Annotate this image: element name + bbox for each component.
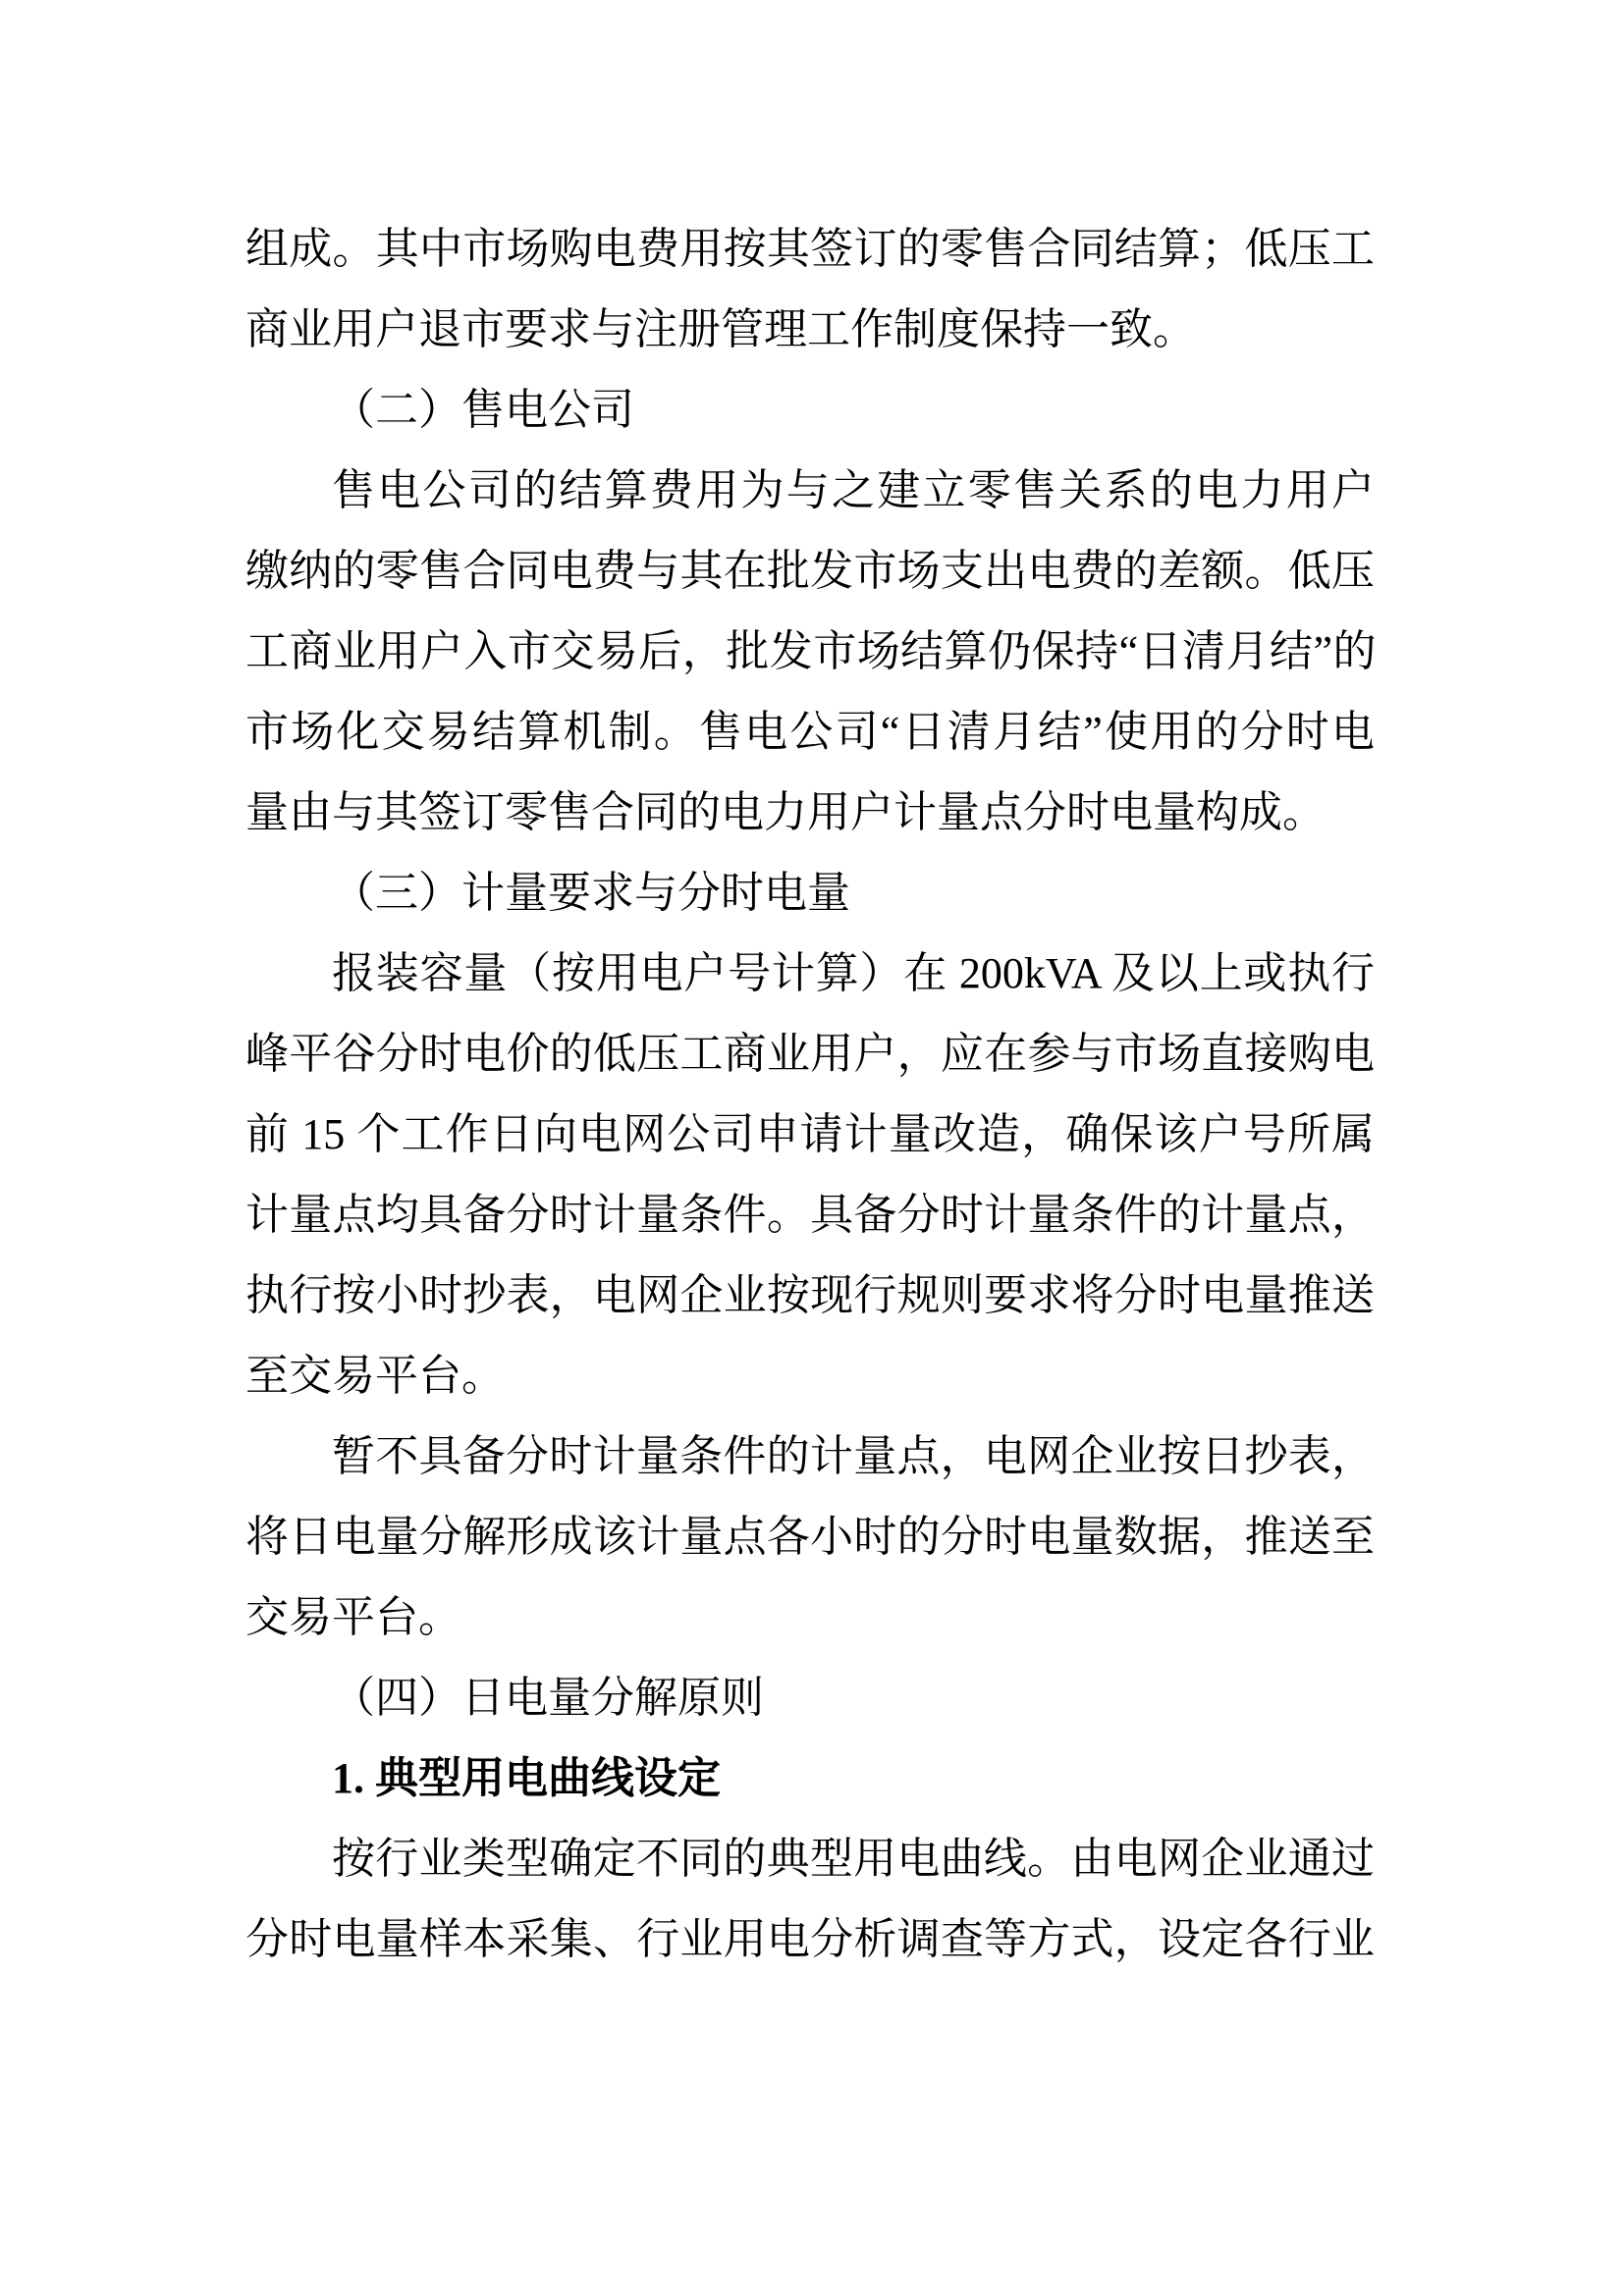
document-text-block bbox=[245, 209, 1375, 1980]
text-line: 前 15 个工作日向电网公司申请计量改造，确保该户号所属 bbox=[245, 1110, 1375, 1158]
text-line: 量由与其签订零售合同的电力用户计量点分时电量构成。 bbox=[245, 788, 1326, 836]
text-line: 至交易平台。 bbox=[245, 1352, 505, 1400]
text-line: 峰平谷分时电价的低压工商业用户，应在参与市场直接购电 bbox=[245, 1030, 1375, 1078]
text-line: 1. 典型用电曲线设定 bbox=[332, 1754, 721, 1802]
text-line: 报装容量（按用电户号计算）在 200kVA 及以上或执行 bbox=[332, 949, 1375, 997]
text-line: 交易平台。 bbox=[245, 1593, 461, 1641]
text-line: 计量点均具备分时计量条件。具备分时计量条件的计量点， bbox=[245, 1191, 1375, 1239]
text-line: 将日电量分解形成该计量点各小时的分时电量数据，推送至 bbox=[245, 1513, 1375, 1561]
text-line: 工商业用户入市交易后，批发市场结算仍保持“日清月结”的 bbox=[245, 627, 1375, 675]
text-line: （四）日电量分解原则 bbox=[332, 1674, 764, 1722]
text-line: 暂不具备分时计量条件的计量点，电网企业按日抄表， bbox=[332, 1432, 1375, 1480]
text-line: 分时电量样本采集、行业用电分析调查等方式，设定各行业 bbox=[245, 1915, 1375, 1963]
text-line: 商业用户退市要求与注册管理工作制度保持一致。 bbox=[245, 305, 1196, 353]
text-line: （二）售电公司 bbox=[332, 386, 634, 434]
text-line: 售电公司的结算费用为与之建立零售关系的电力用户 bbox=[332, 466, 1375, 514]
text-line: 组成。其中市场购电费用按其签订的零售合同结算；低压工 bbox=[245, 225, 1375, 273]
text-line: 执行按小时抄表，电网企业按现行规则要求将分时电量推送 bbox=[245, 1271, 1375, 1319]
text-line: 按行业类型确定不同的典型用电曲线。由电网企业通过 bbox=[332, 1835, 1375, 1883]
text-line: 市场化交易结算机制。售电公司“日清月结”使用的分时电 bbox=[245, 708, 1375, 756]
text-line: 缴纳的零售合同电费与其在批发市场支出电费的差额。低压 bbox=[245, 547, 1375, 595]
text-line: （三）计量要求与分时电量 bbox=[332, 869, 850, 917]
